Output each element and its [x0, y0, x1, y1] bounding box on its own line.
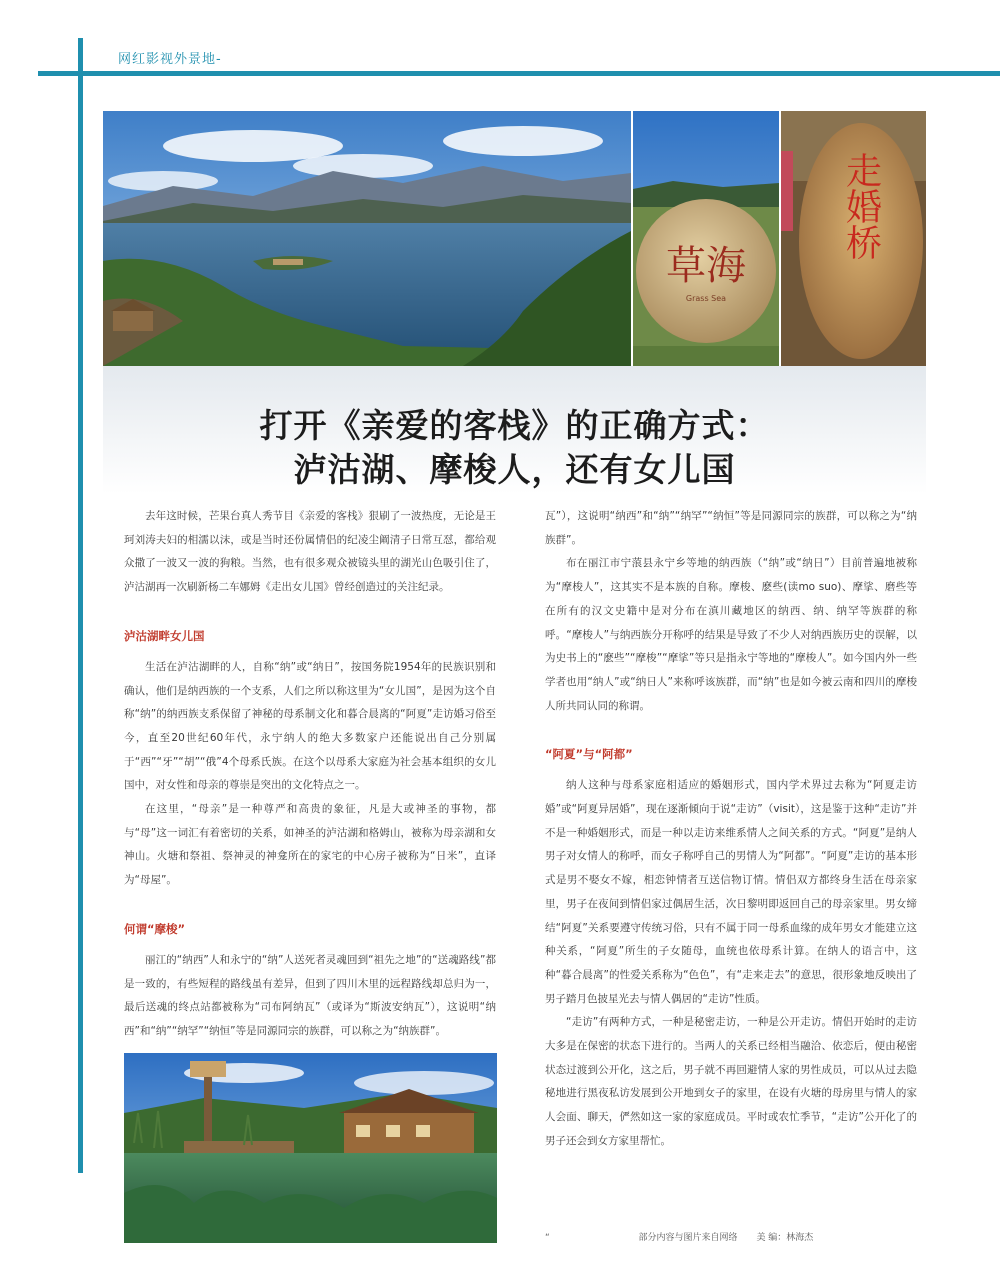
section-heading-mosuo: 何谓“摩梭” [124, 921, 186, 936]
grass-sea-stone-subtext: Grass Sea [685, 294, 727, 303]
footer-mark: “ [545, 1233, 550, 1243]
editor-credit: 美 编：林海杰 [756, 1233, 814, 1243]
article-title [103, 404, 926, 492]
paragraph: 在这里，“母亲”是一种尊严和高贵的象征，凡是大或神圣的事物，都与“母”这一词汇有着密切的关系，如神圣的泸沽湖和格姆山，被称为母亲湖和女神山。火塘和祭祖、祭神灵的神龛所在的家宅的中心房子被称为“日米”，直译为“母屋”。 [124, 803, 496, 887]
article-title-line-1: 打开《亲爱的客栈》的正确方式： [259, 406, 770, 445]
paragraph-continued: 瓦”），这说明“纳西”和“纳”“纳罕”“纳恒”等是同源同宗的族群，可以称之为“纳族群”。 [545, 510, 917, 546]
section-heading-axia: “阿夏”与“阿都” [545, 747, 633, 762]
source-note: 部分内容与图片来自网络 [638, 1233, 738, 1243]
grass-sea-stone-photo [633, 111, 779, 366]
paragraph: 纳人这种与母系家庭相适应的婚姻形式，国内学术界过去称为“阿夏走访婚”或“阿夏异居婚”，现在逐渐倾向于说“走访”（visit），这是鉴于这种“走访”并不是一种婚姻形式，而是一种以走访来维系情人之间关系的方式。“阿夏”是纳人男子对女情人的称呼，而女子称呼自己的男情人为“阿都”。“阿夏”走访的基本形式是男不娶女不嫁，相恋钟情者互送信物订情。情侣双方都终身生活在母亲家里，男子在夜间到情侣家过偶居生活，次日黎明即返回自己的母亲家里。男女缔结“阿夏”关系要遵守传统习俗，只有不属于同一母系血缘的成年男女才能建立这种关系，“阿夏”所生的子女随母，血统也依母系计算。在纳人的语言中，这种“暮合晨离”的性爱关系称为“色色”，有“走来走去”的意思，很形象地反映出了男子踏月色披星光去与情人偶居的“走访”性质。 [545, 779, 917, 1005]
horizontal-accent-bar [38, 71, 1000, 76]
paragraph: 丽江的“纳西”人和永宁的“纳”人送死者灵魂回到“祖先之地”的“送魂路线”都是一致的，有些短程的路线虽有差异，但到了四川木里的远程路线却总归为一，最后送魂的终点站都被称为“司布阿纳瓦”（或译为“斯波安纳瓦”），这说明“纳西”和“纳”“纳罕”“纳恒”等是同源同宗的族群，可以称之为“纳族群”。 [124, 953, 496, 1037]
article-title-line-2: 泸沽湖、摩梭人，还有女儿国 [293, 450, 736, 489]
lakeside-inn-photo [124, 1053, 497, 1243]
section-tag: 网红影视外景地- [118, 52, 222, 67]
grass-sea-stone-text: 草海 [666, 243, 746, 289]
section-heading-lugu: 泸沽湖畔女儿国 [124, 628, 205, 643]
right-column [545, 505, 917, 1154]
page-footer [545, 1230, 829, 1243]
left-column [124, 505, 496, 1037]
paragraph: 布在丽江市宁蒗县永宁乡等地的纳西族（“纳”或“纳日”）目前普遍地被称为“摩梭人”，这其实不是本族的自称。摩梭、麽些(读mo suo)、摩挲、磨些等在所有的汉文史籍中是对分布在滇川藏地区的纳西、纳、纳罕等族群的称呼。“摩梭人”与纳西族分开称呼的结果是导致了不少人对纳西族历史的误解，以为史书上的“麽些”“摩梭”“摩挲”等只是指永宁等地的“摩梭人”。如今国内外一些学者也用“纳人”或“纳日人”来称呼该族群，而“纳”也是如今被云南和四川的摩梭人所共同认同的称谓。 [545, 557, 917, 712]
paragraph: “走访”有两种方式，一种是秘密走访，一种是公开走访。情侣开始时的走访大多是在保密的状态下进行的。当两人的关系已经相当融洽、依恋后，便由秘密状态过渡到公开化，这之后，男子就不再回避情人家的男性成员，可以从过去隐秘地进行黑夜私访发展到公开地到女子的家里，在设有火塘的母房里与情人的家人会面、聊天，俨然如这一家的家庭成员。平时或农忙季节，“走访”公开化了的男子还会到女方家里帮忙。 [545, 1016, 917, 1147]
bridge-stone-text: 走婚桥 [840, 152, 882, 260]
intro-paragraph: 去年这时候，芒果台真人秀节目《亲爱的客栈》狠刷了一波热度，无论是王珂刘涛夫妇的相濡以沫，或是当时还份属情侣的纪凌尘阚清子日常互怼，都给观众撒了一波又一波的狗粮。当然，也有很多观众被镜头里的湖光山色吸引住了，泸沽湖再一次刷新杨二车娜姆《走出女儿国》曾经创造过的关注纪录。 [124, 510, 496, 594]
walking-marriage-bridge-photo [781, 111, 926, 366]
vertical-accent-bar [78, 38, 83, 1173]
lugu-lake-photo [103, 111, 631, 366]
paragraph: 生活在泸沽湖畔的人，自称“纳”或“纳日”，按国务院1954年的民族识别和确认，他们是纳西族的一个支系，人们之所以称这里为“女儿国”，是因为这个自称“纳”的纳西族支系保留了神秘的母系制文化和暮合晨离的“阿夏”走访婚习俗至今，直至20世纪60年代，永宁纳人的绝大多数家户还能说出自己分别属于“西”“牙”“胡”“俄”4个母系氏族。在这个以母系大家庭为社会基本组织的女儿国中，对女性和母亲的尊崇是突出的文化特点之一。 [124, 660, 496, 792]
